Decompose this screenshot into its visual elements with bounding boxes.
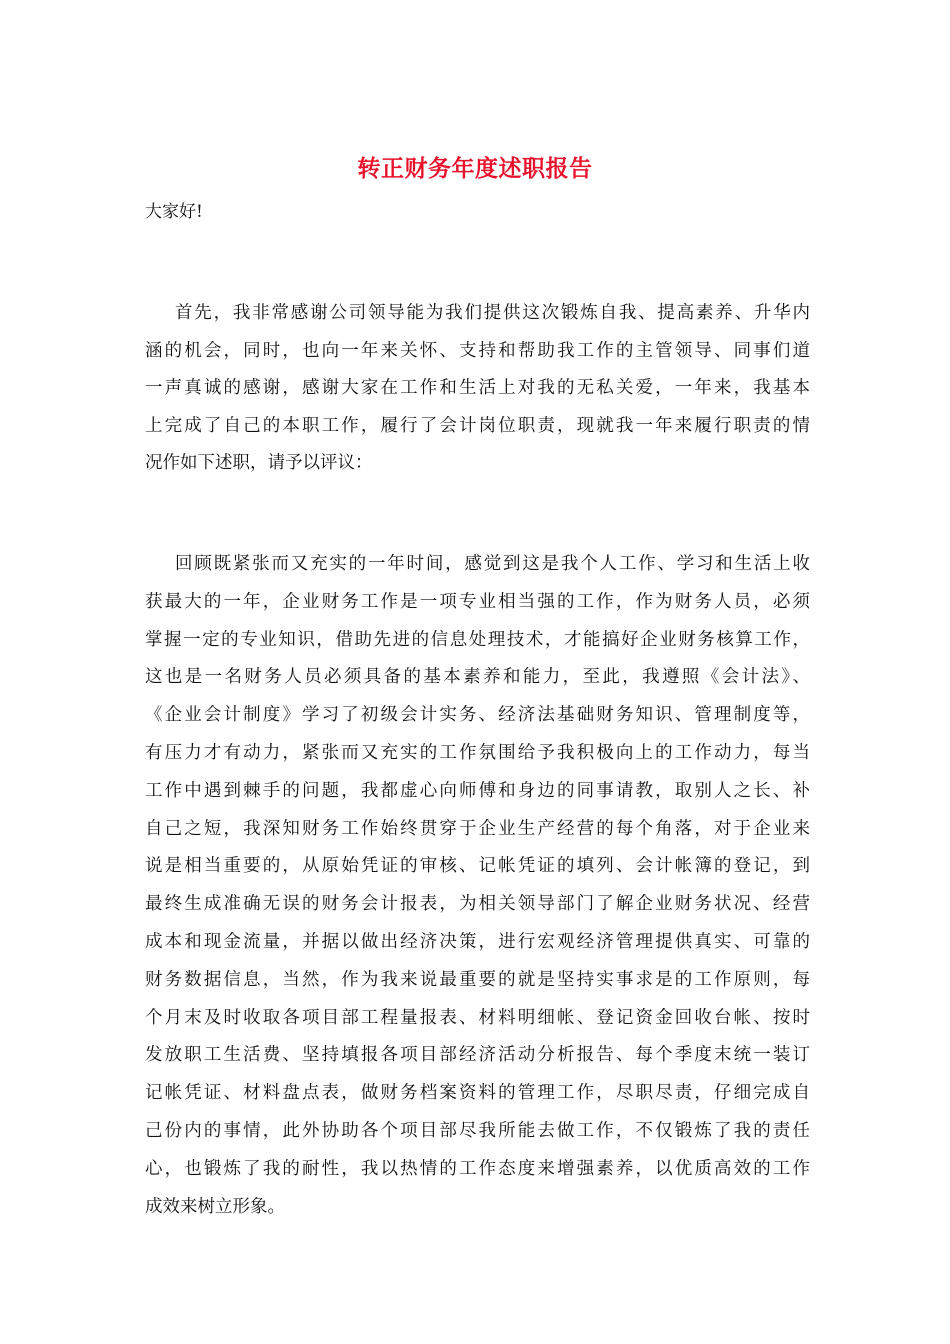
paragraph-line: 发放职工生活费、坚持填报各项目部经济活动分析报告、每个季度末统一装订 — [145, 1045, 810, 1066]
paragraph-1 — [145, 295, 810, 483]
paragraph-line: 个月末及时收取各项目部工程量报表、材料明细帐、登记资金回收台帐、按时 — [145, 1007, 810, 1028]
paragraph-line: 自己之短，我深知财务工作始终贯穿于企业生产经营的每个角落，对于企业来 — [145, 818, 810, 839]
paragraph-line: 工作中遇到棘手的问题，我都虚心向师傅和身边的同事请教，取别人之长、补 — [145, 780, 810, 801]
paragraph-2 — [145, 546, 810, 1226]
document-title: 转正财务年度述职报告 — [357, 155, 593, 182]
paragraph-line: 己份内的事情，此外协助各个项目部尽我所能去做工作，不仅锻炼了我的责任 — [145, 1120, 810, 1141]
paragraph-line: 成效来树立形象。 — [145, 1196, 285, 1217]
paragraph-line: 掌握一定的专业知识，借助先进的信息处理技术，才能搞好企业财务核算工作， — [145, 629, 810, 650]
paragraph-line: 获最大的一年，企业财务工作是一项专业相当强的工作，作为财务人员，必须 — [145, 591, 810, 612]
paragraph-line: 心，也锻炼了我的耐性，我以热情的工作态度来增强素养，以优质高效的工作 — [145, 1158, 810, 1179]
paragraph-line: 成本和现金流量，并据以做出经济决策，进行宏观经济管理提供真实、可靠的 — [145, 931, 810, 952]
paragraph-line: 上完成了自己的本职工作，履行了会计岗位职责，现就我一年来履行职责的情 — [145, 415, 810, 436]
paragraph-line: 记帐凭证、材料盘点表，做财务档案资料的管理工作，尽职尽责，仔细完成自 — [145, 1083, 810, 1104]
paragraph-line: 财务数据信息，当然，作为我来说最重要的就是坚持实事求是的工作原则，每 — [145, 969, 810, 990]
paragraph-line: 况作如下述职，请予以评议： — [145, 453, 373, 473]
paragraph-line: 《企业会计制度》学习了初级会计实务、经济法基础财务知识、管理制度等， — [145, 705, 810, 726]
paragraph-line: 有压力才有动力，紧张而又充实的工作氛围给予我积极向上的工作动力，每当 — [145, 742, 810, 763]
paragraph-line: 涵的机会，同时，也向一年来关怀、支持和帮助我工作的主管领导、同事们道 — [145, 340, 810, 361]
paragraph-line: 首先，我非常感谢公司领导能为我们提供这次锻炼自我、提高素养、升华内 — [175, 303, 810, 323]
paragraph-line: 这也是一名财务人员必须具备的基本素养和能力，至此，我遵照《会计法》、 — [145, 667, 810, 688]
paragraph-line: 最终生成准确无误的财务会计报表，为相关领导部门了解企业财务状况、经营 — [145, 894, 810, 915]
greeting-text: 大家好! — [145, 202, 203, 222]
paragraph-line: 一声真诚的感谢，感谢大家在工作和生活上对我的无私关爱，一年来，我基本 — [145, 378, 810, 398]
paragraph-line: 回顾既紧张而又充实的一年时间，感觉到这是我个人工作、学习和生活上收 — [175, 554, 810, 574]
paragraph-line: 说是相当重要的，从原始凭证的审核、记帐凭证的填列、会计帐簿的登记，到 — [145, 856, 810, 877]
